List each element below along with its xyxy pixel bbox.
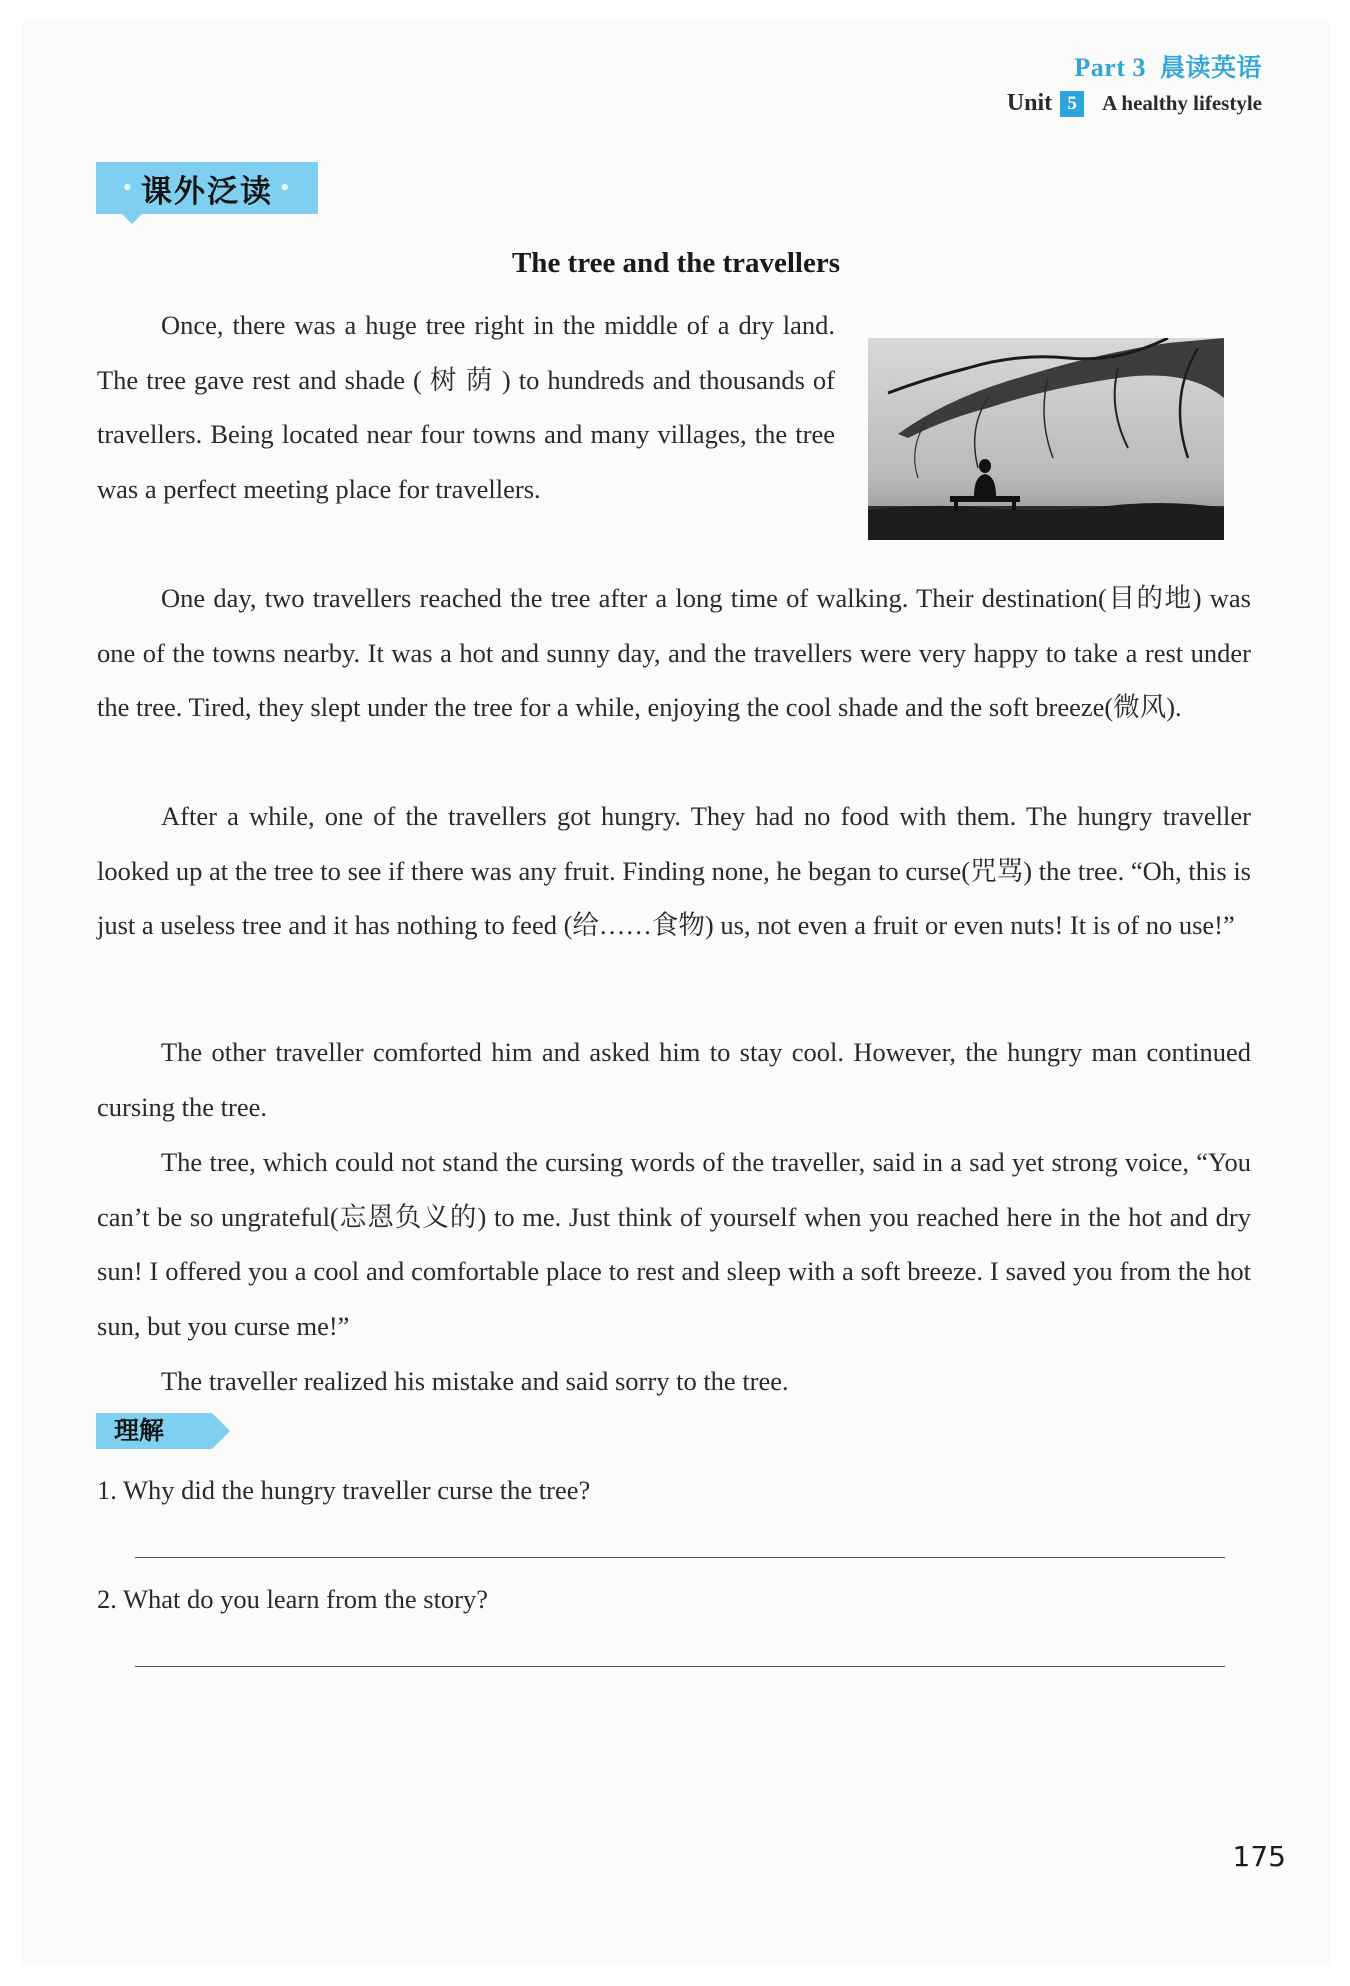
story-paragraph-1: Once, there was a huge tree right in the middle of a dry land. The tree gave rest and shade ( 树 荫 ) to hundreds and thousands of travellers. Being located near four towns and many villages, the tree was a perfect meeting place for travellers. (97, 310, 835, 504)
unit-title: A healthy lifestyle (1102, 91, 1262, 115)
part-heading (1007, 48, 1262, 84)
story-paragraph-5: The tree, which could not stand the cursing words of the traveller, said in a sad yet strong voice, “You can’t be so ungrateful(忘恩负义的) to me. Just think of yourself when you reached here in the hot and dry sun! I offered you a cool and comfortable place to rest and sleep with a soft breeze. I saved you from the hot sun, but you curse me!” (97, 1147, 1251, 1341)
page-number: 175 (1232, 1840, 1286, 1873)
unit-label: Unit (1006, 90, 1053, 116)
story-photo-tree-and-person (868, 338, 1224, 540)
story-paragraph-6: The traveller realized his mistake and said sorry to the tree. (161, 1366, 789, 1396)
question-2: 2. What do you learn from the story? (97, 1584, 489, 1614)
story-paragraph-4: The other traveller comforted him and asked him to stay cool. However, the hungry man continued cursing the tree. (97, 1037, 1251, 1122)
unit-heading (1007, 90, 1262, 117)
story-title: The tree and the travellers (511, 247, 841, 279)
story-paragraph-2: One day, two travellers reached the tree after a long time of walking. Their destination(目的地) was one of the towns nearby. It was a hot and sunny day, and the travellers were very happy to take a rest under the tree. Tired, they slept under the tree for a while, enjoying the cool shade and the soft breeze(微风). (97, 583, 1251, 723)
story-paragraph-3: After a while, one of the travellers got hungry. They had no food with them. The hungry traveller looked up at the tree to see if there was any fruit. Finding none, he began to curse(咒骂) the tree. “Oh, this is just a useless tree and it has nothing to feed (给……食物) us, not even a fruit or even nuts! It is of no use!” (97, 801, 1251, 941)
page-header (1007, 48, 1262, 117)
tag-dot-icon: • (279, 177, 293, 199)
tree-silhouette-image (868, 338, 1224, 540)
workbook-page (22, 22, 1330, 1966)
tag-dot-icon: • (121, 177, 135, 199)
comprehension-tag: 理解 (96, 1413, 212, 1449)
section-label: 课外泛读 (141, 173, 273, 210)
extensive-reading-tag (96, 162, 318, 214)
part-chinese-label: 晨读英语 (1159, 53, 1262, 82)
answer-line-2[interactable] (135, 1666, 1225, 1667)
unit-number-badge: 5 (1060, 91, 1084, 117)
answer-line-1[interactable] (135, 1557, 1225, 1558)
question-1: 1. Why did the hungry traveller curse the tree? (97, 1475, 591, 1505)
part-label: Part 3 (1074, 53, 1146, 82)
